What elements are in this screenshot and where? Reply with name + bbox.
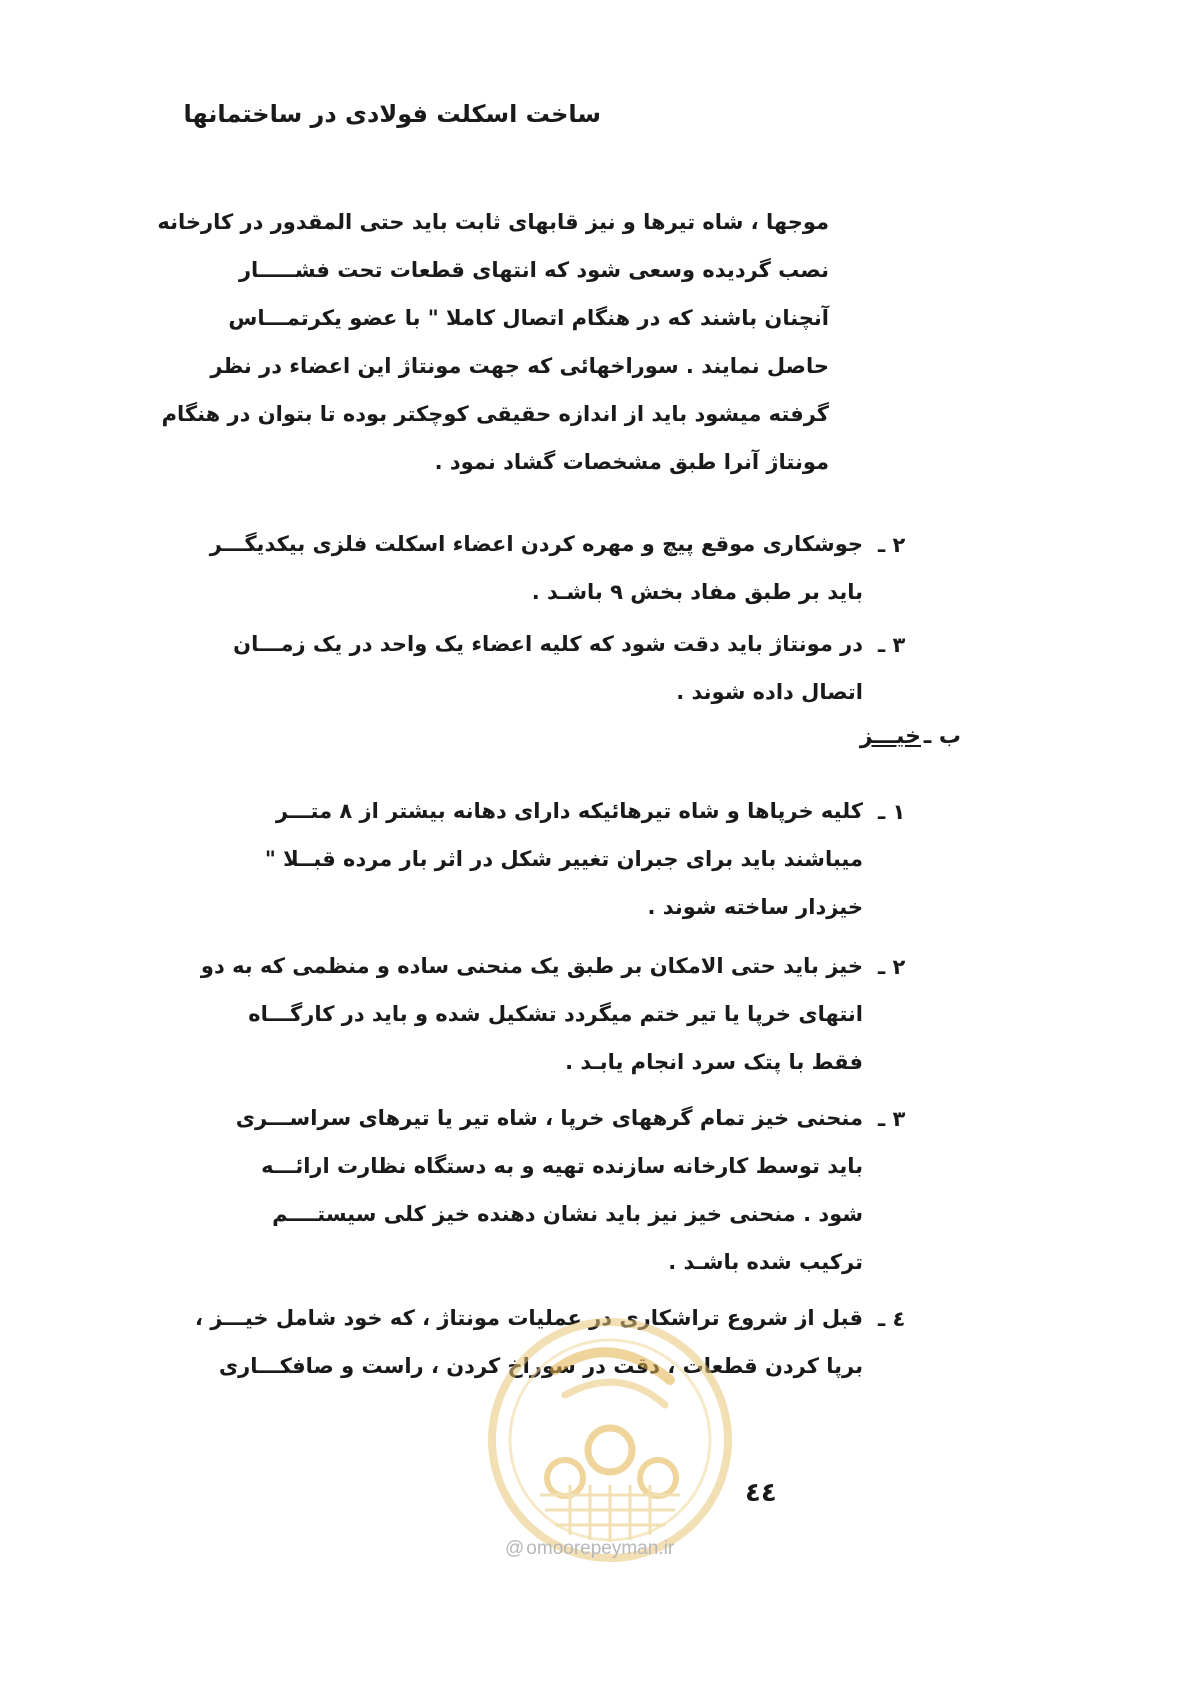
item-line: ترکیب شده باشـد . xyxy=(668,1250,863,1274)
item-line: باید بر طبق مفاد بخش ۹ باشـد . xyxy=(531,580,863,604)
item-number: ٣ ـ xyxy=(878,633,906,657)
item-line: قبل از شروع تراشکاری در عملیات مونتاژ ، که خود شامل خیـــز ، xyxy=(194,1306,863,1330)
list-item-text xyxy=(233,620,863,716)
page-number: ٤٤ xyxy=(745,1478,777,1508)
item-line: شود . منحنی خیز نیز باید نشان دهنده خیز کلی سیستــــم xyxy=(272,1202,863,1226)
item-line: جوشکاری موقع پیچ و مهره کردن اعضاء اسکلت فلزی بیکدیگـــر xyxy=(209,532,863,556)
intro-line-3: آنچنان باشند که در هنگام اتصال کاملا " با عضو یکرتمـــاس xyxy=(228,306,829,330)
item-number: ٤ ـ xyxy=(878,1307,906,1331)
watermark-text xyxy=(505,1538,674,1560)
intro-line-4: حاصل نمایند . سوراخهائی که جهت مونتاژ این اعضاء در نظر xyxy=(210,354,829,378)
watermark-url: omoorepeyman.ir xyxy=(526,1538,675,1559)
at-sign-icon: @ xyxy=(505,1538,525,1559)
item-line: برپا کردن قطعات ، دقت در سوراخ کردن ، راست و صافکـــاری xyxy=(218,1354,863,1378)
page-header-title: ساخت اسکلت فولادی در ساختمانها xyxy=(183,100,601,128)
item-line: میباشند باید برای جبران تغییر شکل در اثر بار مرده قبــلا " xyxy=(264,847,863,871)
list-item-text xyxy=(236,1094,863,1286)
watermark-logo-icon xyxy=(480,1310,740,1570)
item-line: در مونتاژ باید دقت شود که کلیه اعضاء یک واحد در یک زمـــان xyxy=(233,632,863,656)
list-item-text xyxy=(201,942,863,1086)
item-number: ٢ ـ xyxy=(878,533,906,557)
intro-line-5: گرفته میشود باید از اندازه حقیقی کوچکتر بوده تا بتوان در هنگام xyxy=(161,402,829,426)
item-line: خیز باید حتی الامکان بر طبق یک منحنی ساده و منظمی که به دو xyxy=(200,954,863,978)
list-item-text xyxy=(265,787,863,931)
item-line: منحنی خیز تمام گرههای خرپا ، شاه تیر یا تیرهای سراســـری xyxy=(235,1106,863,1130)
item-line: کلیه خرپاها و شاه تیرهائیکه دارای دهانه بیشتر از ۸ متـــر xyxy=(275,799,863,823)
intro-paragraph xyxy=(157,198,829,486)
item-line: باید توسط کارخانه سازنده تهیه و به دستگاه نظارت ارائـــه xyxy=(261,1154,863,1178)
intro-line-2: نصب گردیده وسعی شود که انتهای قطعات تحت فشـــــار xyxy=(238,258,829,282)
intro-line-1: موجها ، شاه تیرها و نیز قابهای ثابت باید حتی المقدور در کارخانه xyxy=(157,210,829,234)
item-number: ٢ ـ xyxy=(878,955,906,979)
item-number: ٣ ـ xyxy=(878,1107,906,1131)
section-letter: ب ـ xyxy=(923,724,961,749)
item-line: اتصال داده شوند . xyxy=(676,680,863,704)
section-title: خیـــز xyxy=(859,724,921,749)
list-item-text xyxy=(210,520,863,616)
item-line: خیزدار ساخته شوند . xyxy=(647,895,863,919)
intro-line-6: مونتاژ آنرا طبق مشخصات گشاد نمود . xyxy=(434,450,829,474)
item-line: فقط با پتک سرد انجام یابـد . xyxy=(565,1050,863,1074)
item-line: انتهای خرپا یا تیر ختم میگردد تشکیل شده و باید در کارگـــاه xyxy=(248,1002,863,1026)
item-number: ١ ـ xyxy=(878,800,906,824)
